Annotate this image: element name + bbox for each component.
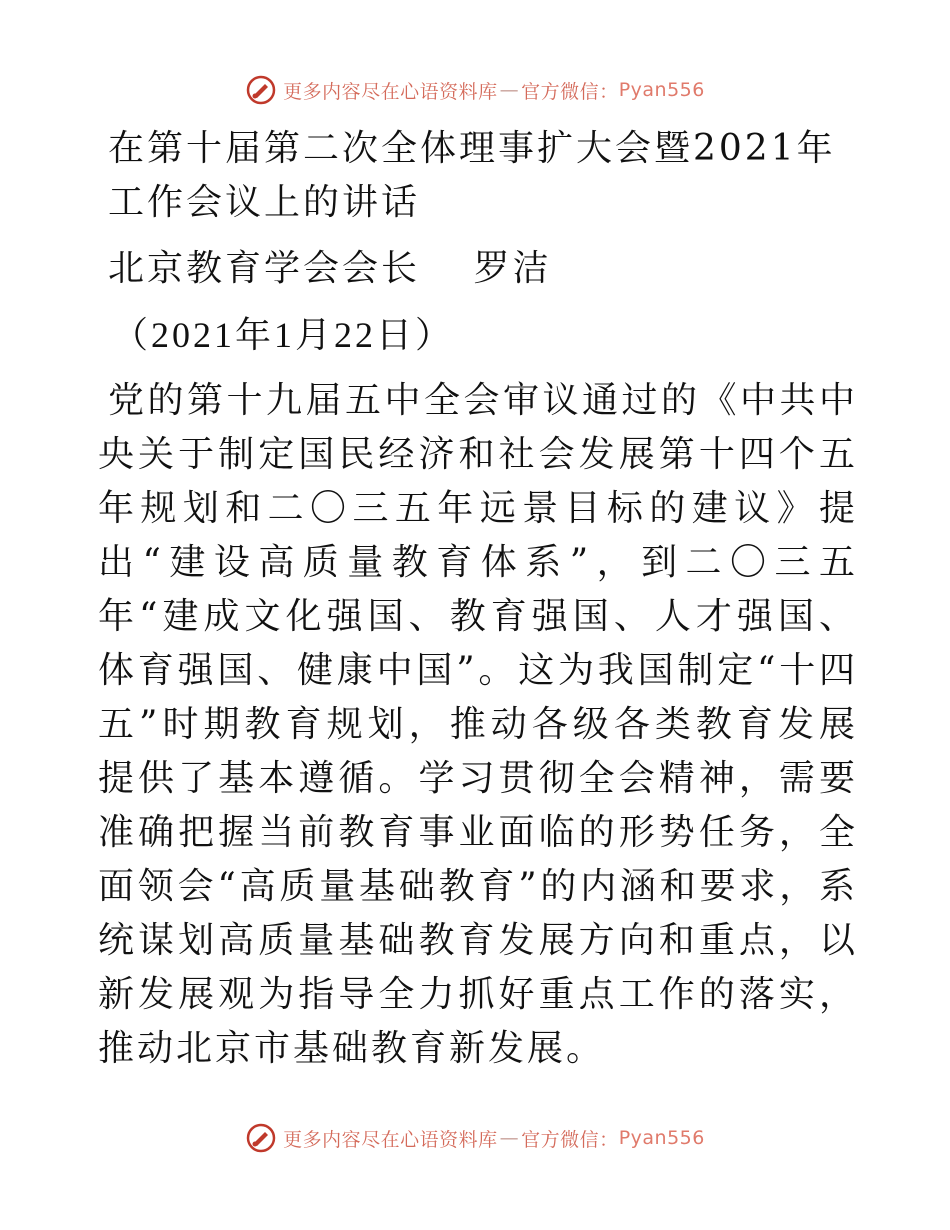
seal-logo-icon (245, 1122, 277, 1154)
document-body (98, 122, 858, 1076)
watermark-banner-bottom (0, 1118, 950, 1158)
watermark-separator: — (499, 79, 520, 101)
document-paragraph: 党的第十九届五中全会审议通过的《中共中央关于制定国民经济和社会发展第十四个五年规划和二〇三五年远景目标的建议》提出“建设高质量教育体系”，到二〇三五年“建成文化强国、教育强国、人才强国、体育强国、健康中国”。这为我国制定“十四五”时期教育规划，推动各级各类教育发展提供了基本遵循。学习贯彻全会精神，需要准确把握当前教育事业面临的形势任务，全面领会“高质量基础教育”的内涵和要求，系统谋划高质量基础教育发展方向和重点，以新发展观为指导全力抓好重点工作的落实，推动北京市基础教育新发展。 (98, 380, 858, 1069)
watermark-text: 更多内容尽在心语资料库 (283, 80, 498, 103)
watermark-separator: — (499, 1127, 520, 1149)
watermark-text: 更多内容尽在心语资料库 (283, 1128, 498, 1151)
seal-logo-icon (245, 74, 277, 106)
watermark-wechat-label: 官方微信： (521, 1128, 619, 1151)
document-title: 在第十届第二次全体理事扩大会暨2021年工作会议上的讲话 (108, 128, 836, 223)
watermark-wechat-id: Pyan556 (618, 1127, 705, 1149)
watermark-wechat-id: Pyan556 (618, 79, 705, 101)
document-author: 北京教育学会会长 罗洁 (108, 248, 552, 289)
watermark-banner-top (0, 70, 950, 110)
watermark-wechat-label: 官方微信： (521, 80, 619, 103)
document-date: （2021年1月22日） (112, 315, 455, 355)
